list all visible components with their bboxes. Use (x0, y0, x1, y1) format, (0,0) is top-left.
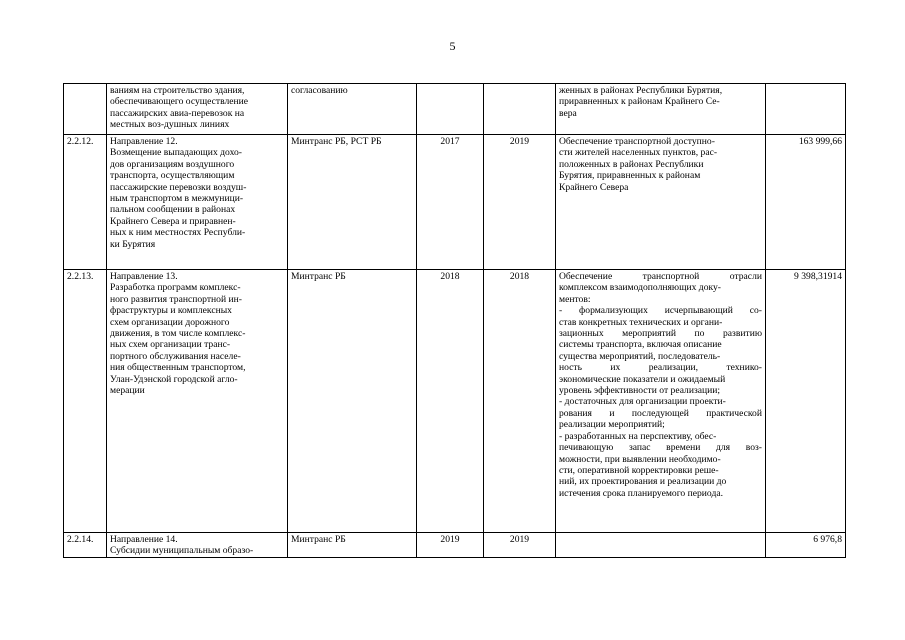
result-line: комплексом взаимодополняющих доку- (559, 282, 722, 294)
measure-name-cell (107, 270, 288, 533)
result-line: - достаточных для организации проекти- (559, 396, 726, 408)
result-line: ментов: (559, 293, 591, 305)
result-line: истечения срока планируемого периода. (559, 487, 723, 499)
page-number: 5 (449, 39, 456, 53)
measure-name-line: ния общественным транспортом, (110, 362, 246, 374)
measure-name-line: местных воз-душных линиях (110, 119, 230, 131)
result-line: уровень эффективности от реализации; (559, 385, 721, 397)
funding-cell: 9 398,31914 (766, 270, 846, 533)
program-table (63, 83, 846, 558)
start-year-cell: 2018 (417, 270, 484, 533)
funding-cell (766, 84, 846, 135)
executor-cell: Минтранс РБ (288, 533, 417, 558)
result-line: рования и последующей практической (559, 407, 762, 419)
result-line: Обеспечение транспортной доступно- (559, 136, 715, 147)
measure-name-line: движения, в том числе комплекс- (110, 328, 246, 340)
measure-name-line: Крайнего Севера и приравнен- (110, 215, 236, 227)
result-cell (556, 533, 766, 558)
result-line: - разработанных на перспективу, обес- (559, 430, 717, 442)
result-line: - формализующих исчерпывающий со- (559, 305, 762, 317)
start-year-cell: 2019 (417, 533, 484, 558)
result-line: вера (559, 107, 577, 119)
measure-name-line: обеспечивающего осуществление (110, 96, 249, 108)
measure-name-cell (107, 84, 288, 135)
measure-name-cell (107, 533, 288, 558)
measure-name-line: пассажирские перевозки воздуш- (110, 181, 247, 193)
measure-name-line: ных схем организации транс- (110, 339, 231, 351)
result-line: печивающую запас времени для воз- (559, 442, 762, 454)
measure-name-line: фраструктуры и комплексных (110, 305, 232, 317)
result-line: сти жителей населенных пунктов, рас- (559, 147, 718, 159)
row-number-cell: 2.2.14. (64, 533, 107, 558)
end-year-cell: 2019 (484, 135, 556, 270)
measure-name-cell (107, 135, 288, 270)
measure-name-line: Направление 14. (110, 534, 178, 545)
start-year-cell: 2017 (417, 135, 484, 270)
table-row (64, 84, 846, 135)
result-line: можности, при выявлении необходимо- (559, 453, 721, 465)
measure-name-line: Улан-Удэнской городской агло- (110, 373, 238, 385)
result-line: став конкретных технических и органи- (559, 316, 723, 328)
result-line: ний, их проектирования и реализации до (559, 476, 727, 488)
result-line: Бурятия, приравненных к районам (559, 170, 701, 182)
result-line: приравненных к районам Крайнего Се- (559, 96, 720, 108)
result-line: сти, оперативной корректировки реше- (559, 464, 719, 476)
measure-name-line: Разработка программ комплекс- (110, 282, 241, 294)
result-line: существа мероприятий, последователь- (559, 350, 721, 362)
result-line: реализации мероприятий; (559, 419, 665, 431)
result-line: женных в районах Республики Бурятия, (559, 85, 723, 96)
result-line: ность их реализации, технико- (559, 362, 762, 374)
funding-cell: 163 999,66 (766, 135, 846, 270)
result-cell (556, 270, 766, 533)
start-year-cell (417, 84, 484, 135)
measure-name-line: ным транспортом в межмуници- (110, 193, 244, 205)
measure-name-line: портного обслуживания населе- (110, 350, 241, 362)
executor-cell: согласованию (288, 84, 417, 135)
measure-name-line: ного развития транспортной ин- (110, 293, 242, 305)
measure-name-line: схем организации дорожного (110, 316, 230, 328)
result-line: системы транспорта, включая описание (559, 339, 722, 351)
executor-cell: Минтранс РБ, РСТ РБ (288, 135, 417, 270)
measure-name-line: Возмещение выпадающих дохо- (110, 147, 243, 159)
result-line: экономические показатели и ожидаемый (559, 373, 726, 385)
table-row (64, 533, 846, 558)
row-number-cell: 2.2.13. (64, 270, 107, 533)
result-cell (556, 135, 766, 270)
result-line: Обеспечение транспортной отрасли (559, 271, 762, 282)
measure-name-line: ки Бурятия (110, 238, 156, 250)
measure-name-line: Субсидии муниципальным образо- (110, 545, 254, 557)
measure-name-line: транспорта, осуществляющим (110, 170, 235, 182)
measure-name-line: дов организациям воздушного (110, 158, 235, 170)
row-number-cell (64, 84, 107, 135)
end-year-cell: 2018 (484, 270, 556, 533)
result-line: Крайнего Севера (559, 181, 629, 193)
table-row (64, 135, 846, 270)
measure-name-line: пассажирских авиа-перевозок на (110, 107, 245, 119)
measure-name-line: ных к ним местностях Республи- (110, 227, 246, 239)
measure-name-line: пальном сообщении в районах (110, 204, 236, 216)
measure-name-line: мерации (110, 385, 145, 397)
measure-name-line: Направление 13. (110, 271, 178, 282)
measure-name-line: Направление 12. (110, 136, 178, 147)
result-cell (556, 84, 766, 135)
funding-cell: 6 976,8 (766, 533, 846, 558)
end-year-cell: 2019 (484, 533, 556, 558)
measure-name-line: ваниям на строительство здания, (110, 85, 245, 96)
result-line: положенных в районах Республики (559, 158, 704, 170)
table-row (64, 270, 846, 533)
result-line: зационных мероприятий по развитию (559, 328, 762, 340)
row-number-cell: 2.2.12. (64, 135, 107, 270)
executor-cell: Минтранс РБ (288, 270, 417, 533)
end-year-cell (484, 84, 556, 135)
